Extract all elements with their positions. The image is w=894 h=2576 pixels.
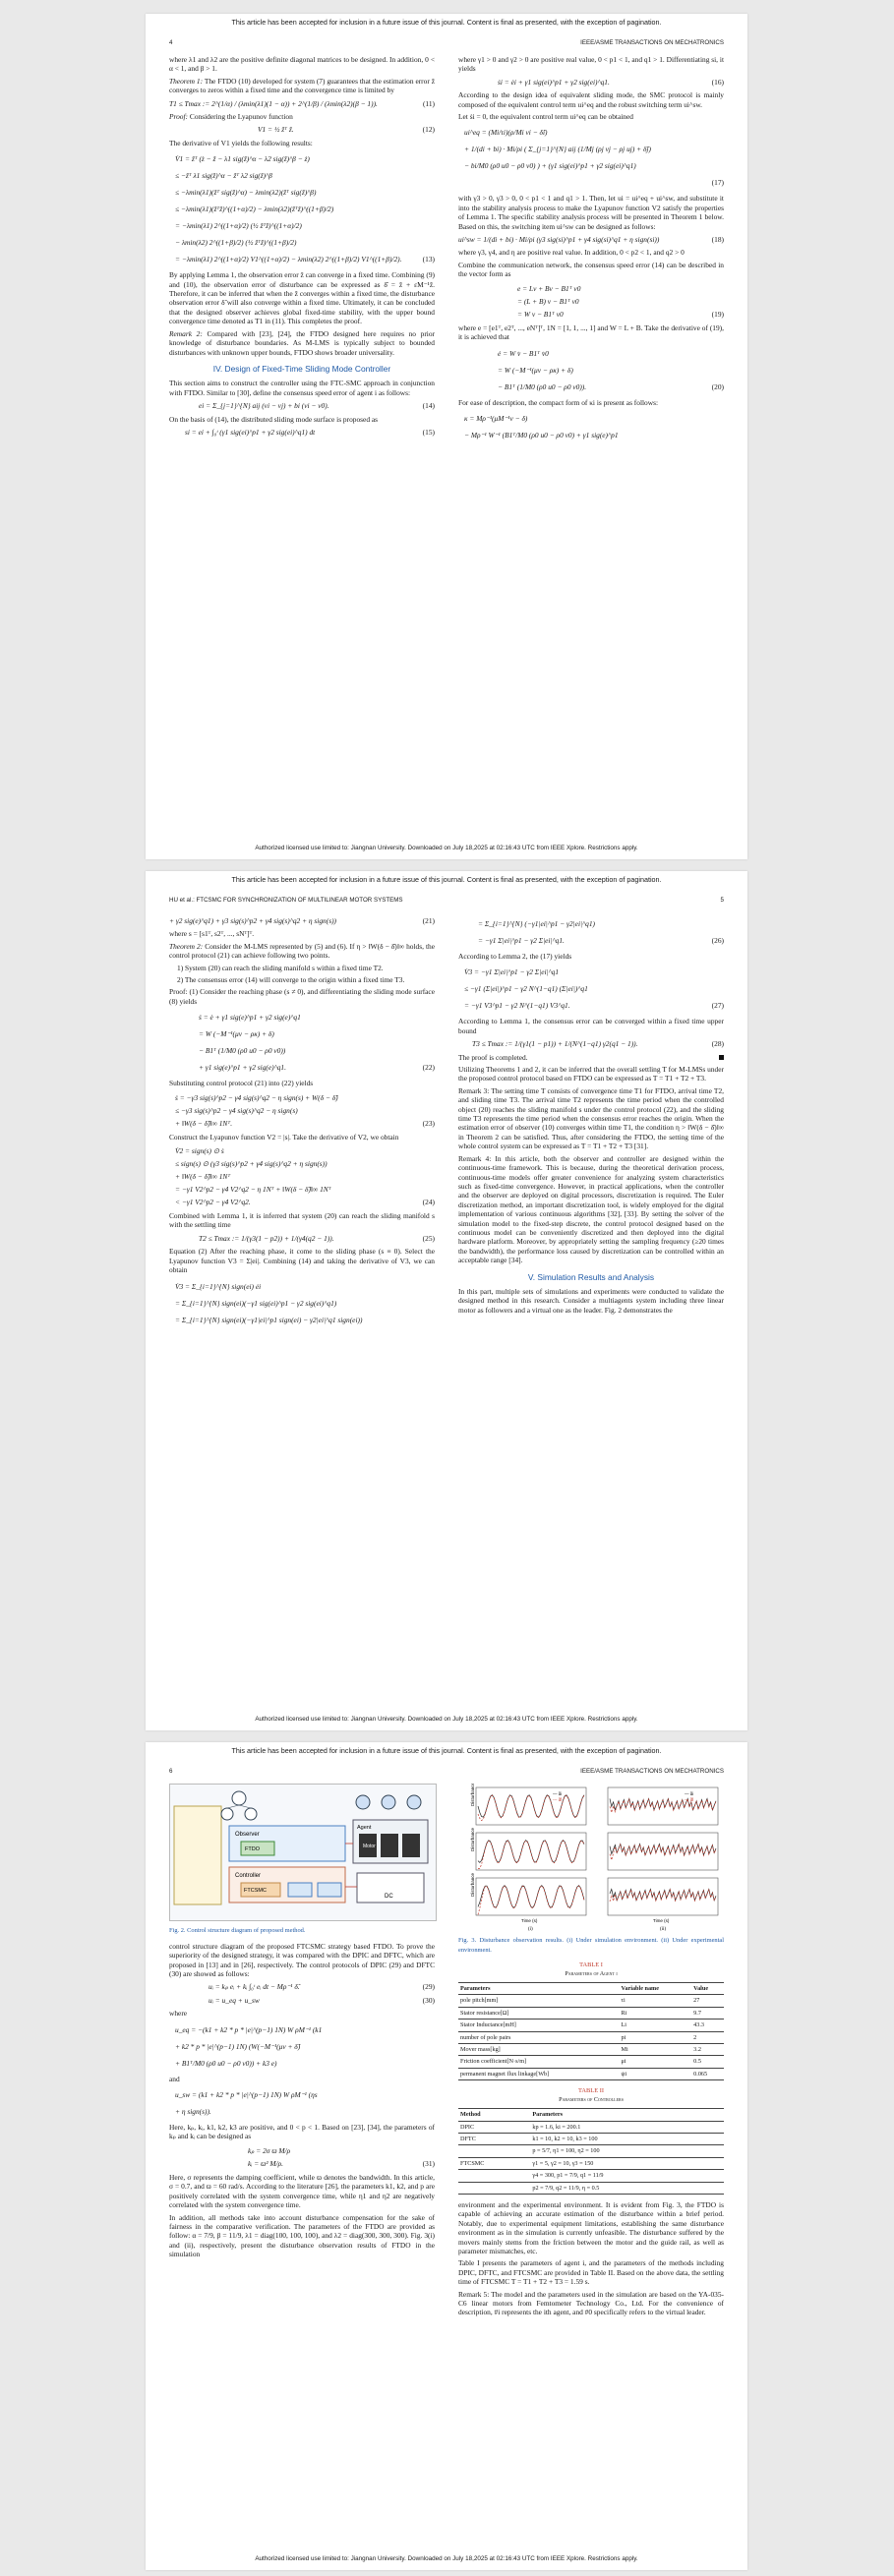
equation-number: (30) xyxy=(422,1995,435,2005)
plot-axes xyxy=(608,1833,718,1870)
equation-26 xyxy=(458,915,724,949)
equation-line: e = Lv + Bv − B1ᵀ v0 xyxy=(517,283,581,293)
plot-axes xyxy=(476,1878,586,1915)
equation-line: ė = W v̇ − B1ᵀ v̇0 xyxy=(498,348,549,358)
table-row xyxy=(458,2170,724,2182)
proof-end xyxy=(458,1053,724,1062)
table-cell: 43.3 xyxy=(691,2020,724,2031)
right-column xyxy=(458,912,724,1317)
equation-line: ≤ −γ1 (Σ|ei|)^p1 − γ2 N^(1−q1) (Σ|ei|)^q1 xyxy=(464,984,588,994)
equation-number: (26) xyxy=(711,936,724,945)
table-cell: permanent magnet flux linkage[Wb] xyxy=(458,2068,620,2079)
running-header xyxy=(169,39,724,46)
paragraph: In this part, multiple sets of simulations and experiments were conducted to validate the designed method in this research. Consider a multiagents system including three linear motor as followers and a virtual one as the leader. Fig. 2 demonstrates the xyxy=(458,1286,724,1315)
paragraph: control structure diagram of the proposed FTCSMC strategy based FTDO. To prove the superiority of the designed strategy, it was compared with the DPIC and DFTC, which are proposed in [13] and in [26], respectively. The control protocols of DPIC (29) and DFTC (30) are showed as follows: xyxy=(169,1941,435,1979)
equation-line: + k2 * p * |e|^(p−1) 1N) (W(−M⁻¹(μv + δ̂) xyxy=(175,2041,301,2051)
theorem-text: The FTDO (10) developed for system (7) guarantees that the estimation error ẑ converges to zeros within a fixed time and the convergence time is limited by xyxy=(169,76,435,95)
table-row xyxy=(458,2044,724,2056)
table-cell: 3.2 xyxy=(691,2044,724,2056)
equation-number: (28) xyxy=(711,1039,724,1049)
equation-line: = W v − B1ᵀ v0 xyxy=(517,309,564,319)
equation-number: (29) xyxy=(422,1982,435,1992)
paragraph: and xyxy=(169,2074,180,2083)
license-footer: Authorized licensed use limited to: Jiangnan University. Downloaded on July 18,2025 at 02:16:43 UTC from IEEE Xplore. Restrictions apply. xyxy=(255,1716,638,1723)
table-cell: Mi xyxy=(620,2044,692,2056)
table-cell: k1 = 10, k2 = 10, k3 = 100 xyxy=(530,2133,724,2144)
disturbance-plots xyxy=(458,1784,724,1931)
table-cell: number of pole pairs xyxy=(458,2031,620,2043)
equation-line: V̇3 = Σ_{i=1}^{N} sign(ei) ėi xyxy=(175,1281,262,1291)
equation-line: kᵢ = ϖ² M/ρ. xyxy=(248,2158,284,2168)
equation-number: (13) xyxy=(422,255,435,264)
equation-v3 xyxy=(169,1278,435,1328)
control-structure-diagram xyxy=(169,1784,437,1921)
table-cell: Stator resistance[Ω] xyxy=(458,2007,620,2019)
table-cell: pole pitch[mm] xyxy=(458,1995,620,2007)
equation-line: = W (−M⁻¹(μv − ρκ) + δ) xyxy=(498,365,573,375)
equation-23 xyxy=(169,1091,435,1130)
equation-line: V̇1 = ẑᵀ (ż − ẑ − λ1 sig(ẑ)^α − λ2 sig(ẑ)^β − ż) xyxy=(175,154,310,164)
equation-line: = −λmin(λ1) 2^((1+α)/2) V1^((1+α)/2) − λmin(λ2) 2^((1+β)/2) V1^((1+β)/2). xyxy=(175,255,402,264)
left-column xyxy=(169,912,435,1331)
equation-line: u_sw = (k1 + k2 * p * |e|^(p−1) 1N) W ρM⁻¹ (ηs xyxy=(175,2090,318,2100)
equation-line: ≤ −ẑᵀ λ1 sig(ẑ)^α − ẑᵀ λ2 sig(ẑ)^β xyxy=(175,171,272,181)
left-column xyxy=(169,55,435,440)
equation-line: = −λmin(λ1) 2^((1+α)/2) (½ ẑᵀẑ)^((1+α)/2) xyxy=(175,221,302,231)
table-cell xyxy=(458,2170,530,2182)
proof-start xyxy=(169,112,435,121)
process-block xyxy=(288,1883,312,1897)
equation-number: (31) xyxy=(422,2158,435,2168)
remark-5: Remark 5: The model and the parameters used in the simulation are based on the YA-035-C6 linear motors from Femtometer Technology Co., Ltd. For the convenience of description, #i represents the ith agent, and #0 specifically refers to the virtual leader. xyxy=(458,2289,724,2317)
plot-axes xyxy=(608,1787,718,1825)
table-cell: DFTC xyxy=(458,2133,530,2144)
table-cell: Mover mass[kg] xyxy=(458,2044,620,2056)
table-row xyxy=(458,1995,724,2007)
agent-label: Agent xyxy=(357,1825,372,1831)
equation-11 xyxy=(169,99,435,108)
paragraph: According to Lemma 2, the (17) yields xyxy=(458,952,572,961)
equation-body: T2 ≤ Tmax := 1/(γ3(1 − p2)) + 1/(γ4(q2 − 1)). xyxy=(199,1233,334,1243)
theorem-label: Theorem 1: xyxy=(169,76,204,86)
equation-number: (18) xyxy=(711,235,724,245)
equation-line: + 1/(di + bi) · Mi/ρi ( Σ_{j=1}^{N} aij (1/Mj (ρj vj − ρj uj) + δ̂j) xyxy=(464,145,651,154)
table-cell: FTCSMC xyxy=(458,2157,530,2169)
table2-title: Parameters of Controllers xyxy=(559,2096,624,2103)
equation-line: + ‖W(δ − δ̂)‖∞ 1Nᵀ xyxy=(175,1172,231,1182)
equation-number: (24) xyxy=(422,1198,435,1207)
motor-label: Motor xyxy=(363,1844,376,1849)
equation-number: (12) xyxy=(422,125,435,135)
equation-line: ṡ = −γ3 sig(s)^p2 − γ4 sig(s)^q2 − η sign(s) + W(δ − δ̂) xyxy=(175,1092,338,1102)
journal-name: IEEE/ASME TRANSACTIONS ON MECHATRONICS xyxy=(580,1768,724,1775)
plot-axes xyxy=(476,1787,586,1825)
equation-number: (16) xyxy=(711,77,724,87)
acceptance-banner: This article has been accepted for inclusion in a future issue of this journal. Content is final as presented, with the exception of pagination. xyxy=(231,1746,662,1755)
agent-parameters-table xyxy=(458,1982,724,2080)
y-axis-label: Disturbance xyxy=(470,1784,475,1806)
theorem-label: Theorem 2: xyxy=(169,941,204,951)
table-cell: 27 xyxy=(691,1995,724,2007)
equation-body: ui^sw = 1/(di + bi) · Mi/ρi (γ3 sig(si)^p1 + γ4 sig(si)^q1 + η sign(si)) xyxy=(458,235,660,245)
running-header xyxy=(169,897,724,904)
theorem-2 xyxy=(169,942,435,961)
equation-number: (25) xyxy=(422,1233,435,1243)
table-cell: p2 = 7/9, q2 = 11/9, η = 0.5 xyxy=(530,2182,724,2194)
equation-13 xyxy=(169,150,435,267)
section-heading: IV. Design of Fixed-Time Sliding Mode Controller xyxy=(212,363,391,374)
equation-line: = Σ_{i=1}^{N} (−γ1|ei|^p1 − γ2|ei|^q1) xyxy=(478,919,595,928)
plot-axes xyxy=(476,1833,586,1870)
table-row xyxy=(458,2157,724,2169)
equation-29 xyxy=(169,1982,435,1991)
table-row xyxy=(458,2068,724,2079)
equation-line: ≤ −λmin(λ1)(ẑᵀ sig(ẑ)^α) − λmin(λ2)(ẑᵀ sig(ẑ)^β) xyxy=(175,188,317,198)
equation-number: (27) xyxy=(711,1001,724,1011)
paragraph: For ease of description, the compact form of κi is present as follows: xyxy=(458,397,659,407)
paragraph: On the basis of (14), the distributed sliding mode surface is proposed as xyxy=(169,414,379,424)
equation-number: (17) xyxy=(711,178,724,188)
equation-body: V1 = ½ ẑᵀ ẑ. xyxy=(258,125,294,135)
column-header: Parameters xyxy=(458,1983,620,1995)
left-column xyxy=(169,1784,435,2262)
paragraph: Table I presents the parameters of agent i, and the parameters of the methods including DPIC, DFTC, and FTCSMC are provided in Table II. Based on the above data, the settling time of FTCSMC T = T1 + T2 + T3 = 1.59 s. xyxy=(458,2258,724,2287)
page-4 xyxy=(146,14,747,859)
right-column xyxy=(458,55,724,446)
equation-24 xyxy=(169,1144,435,1208)
column-header: Variable name xyxy=(620,1983,692,1995)
motor-icon xyxy=(382,1795,395,1809)
table-row xyxy=(458,2020,724,2031)
motor-photo xyxy=(381,1834,398,1857)
paragraph: where e = [e1ᵀ, e2ᵀ, ..., eNᵀ]ᵀ, 1N = [1, 1, ..., 1] and W = L + B. Take the derivative of (19), it is achieved that xyxy=(458,322,724,342)
equation-line: − λmin(λ2) 2^((1+β)/2) (½ ẑᵀẑ)^((1+β)/2) xyxy=(175,238,297,248)
paragraph: Combine the communication network, the consensus speed error (14) can be described in the vector form as xyxy=(458,260,724,279)
table-row xyxy=(458,2145,724,2157)
equation-number: (22) xyxy=(422,1063,435,1073)
paragraph: where γ1 > 0 and γ2 > 0 are positive real value, 0 < p1 < 1, and q1 > 1. Differentiating si, it yields xyxy=(458,55,724,74)
equation-number: (14) xyxy=(422,401,435,411)
paragraph: Equation (2) After the reaching phase, it come to the sliding phase (s ≡ 0). Select the Lyapunov function V3 = Σ|ei|. Combining (14) and taking the derivative of V3, we can obtain xyxy=(169,1247,435,1275)
paragraph: Here, σ represents the damping coefficient, while ϖ denotes the bandwidth. In this article, σ = 0.7, and ϖ = 60 rad/s. According to the literature [26], the parameters k1, k2, and p are positively correlated with the system convergence time, while η1 and η2 are negatively correlated with the system convergence time. xyxy=(169,2172,435,2210)
table-cell: DPIC xyxy=(458,2121,530,2133)
table-cell: kp = 1.6, ki = 200.1 xyxy=(530,2121,724,2133)
remark-3: Remark 3: The setting time T consists of convergence time T1 for FTDO, arrival time T2, and sliding time T3. The arrival time T2 represents the time period when the controlled object (20) reaches the sliding manifold s under the control protocol (22), and the sliding time T3 represents the time period when the consensus error reaches the origin. When the estimation error of observer (10) converges within time T1, the condition η > ‖W(δ − δ̂)‖∞ in Theorem 2 can be satisfied. Thus, after considering the FTDO, the setting time of the whole control system can be expressed as T = T1 + T2 + T3 [31]. xyxy=(458,1085,724,1151)
equation-number: (15) xyxy=(422,427,435,437)
equation-line: − Mρ⁻¹ W⁻¹ (B1ᵀ/M0 (ρ0 u0 − ρ0 v0) + γ1 sig(e)^p1 xyxy=(464,430,619,439)
equation-line: = −γ1 Σ|ei|^p1 − γ2 Σ|ei|^q1. xyxy=(478,936,565,945)
equation-usw xyxy=(169,2086,435,2120)
paragraph: with γ3 > 0, γ3 > 0, 0 < p1 < 1 and q1 > 1. Then, let ui = ui^eq + ui^sw, and substitute it into the stability analysis process to make the Lyapunov function V2 satisfy the properties of Lemma 1. The specific stability analysis process will be presented in Theorem 1 below. Based on this, the switching item ui^sw can be designed as follows: xyxy=(458,194,724,231)
table-row xyxy=(458,2056,724,2068)
equation-17 xyxy=(458,124,724,191)
equation-16 xyxy=(458,78,724,87)
running-header xyxy=(169,1768,724,1775)
x-axis-label: Time (s) xyxy=(653,1918,670,1923)
equation-line: = W (−M⁻¹(μv − ρκ) + δ) xyxy=(199,1029,274,1039)
table-cell: Friction coefficient[N·s/m] xyxy=(458,2056,620,2068)
paragraph: This section aims to construct the controller using the FTC-SMC approach in conjunction with FTDO. Similar to [30], define the consensus speed error of agent i as follows: xyxy=(169,379,435,397)
equation-line: = (L + B) v − B1ᵀ v0 xyxy=(517,296,579,306)
table-row xyxy=(458,2031,724,2043)
table-row xyxy=(458,2007,724,2019)
equation-20 xyxy=(458,345,724,395)
motor-icon xyxy=(356,1795,370,1809)
remark-text: Compared with [23], [24], the FTDO designed here requires no prior knowledge of disturbance boundaries. As M-LMS is typically subject to bounded disturbances with unknown upper bounds, FTDO shows broader universality. xyxy=(169,328,435,357)
equation-19 xyxy=(458,282,724,321)
page-number: 5 xyxy=(720,897,724,904)
paragraph: where γ3, γ4, and η are positive real value. In addition, 0 < p2 < 1, and q2 > 0 xyxy=(458,248,685,258)
equation-body: T3 ≤ Tmax := 1/(γ1(1 − p1)) + 1/(N^(1−q1) γ2(q1 − 1)). xyxy=(472,1039,638,1049)
motor-icon xyxy=(407,1795,421,1809)
remark-label: Remark 2: xyxy=(169,328,203,338)
paragraph: where s = [s1ᵀ, s2ᵀ, ..., sNᵀ]ᵀ. xyxy=(169,929,255,939)
equation-line: < −γ1 V2^p2 − γ4 V2^q2. xyxy=(175,1198,251,1207)
equation-line: − B1ᵀ (1/M0 (ρ0 u0 − ρ0 v0)). xyxy=(498,381,587,391)
equation-line: + γ1 sig(e)^p1 + γ2 sig(e)^q1. xyxy=(199,1063,286,1073)
leader-node-icon xyxy=(232,1791,246,1805)
equation-15 xyxy=(169,428,435,437)
x-axis-label: Time (s) xyxy=(521,1918,538,1923)
table-cell: 0.5 xyxy=(691,2056,724,2068)
table-cell: 9.7 xyxy=(691,2007,724,2019)
equation-line: V̇2 = sign(s) ⊙ ṡ xyxy=(175,1146,224,1156)
proof-complete-text: The proof is completed. xyxy=(458,1052,528,1062)
caption-text: Fig. 2. Control structure diagram of proposed method. xyxy=(169,1927,306,1935)
paragraph: By applying Lemma 1, the observation error ẑ can converge in a fixed time. Combining (9) and (10), the observation error of disturbance can be expressed as δ̂ = ẑ + εM⁻¹ẑ. Therefore, it can be inferred that when the ẑ converges within a fixed time, the disturbance observation error δ̃ will also converge within a fixed time. Ultimately, it can be concluded that the designed observer achieves global fixed-time stability, with the upper bound convergence time denoted as T1 in (11). This completes the proof. xyxy=(169,270,435,326)
agent-node-icon xyxy=(245,1808,257,1820)
equation-ueq xyxy=(169,2021,435,2072)
equation-line: + B1ᵀ/M0 (ρ0 u0 − ρ0 v0)) + k3 e) xyxy=(175,2058,277,2068)
equation-number: (21) xyxy=(422,916,435,925)
ftdo-label: FTDO xyxy=(245,1846,260,1852)
subfigure-label: (i) xyxy=(528,1927,533,1931)
agent-node-icon xyxy=(221,1808,233,1820)
equation-kappa xyxy=(458,410,724,443)
equation-25 xyxy=(169,1234,435,1243)
equation-body: + γ2 sig(e)^q1) + γ3 sig(s)^p2 + γ4 sig(s)^q2 + η sign(s)) xyxy=(169,916,337,925)
paragraph: In addition, all methods take into account disturbance compensation for the sake of fairness in the comparative verification. The parameters of the FTDO are provided as follow: α = 7/9, β = 11/9, λ1 = diag(100, 100, 100), and λ2 = diag(300, 300, 300). Fig. 3(i) and (ii), respectively, present the disturbance observation results of FTDO in the simulation xyxy=(169,2212,435,2259)
equation-number: (20) xyxy=(711,381,724,391)
equation-line: = Σ_{i=1}^{N} sign(ei)(−γ1 sig(ei)^p1 − γ2 sig(ei)^q1) xyxy=(175,1298,337,1308)
acceptance-banner: This article has been accepted for inclusion in a future issue of this journal. Content is final as presented, with the exception of pagination. xyxy=(231,18,662,27)
page-number: 4 xyxy=(169,39,173,46)
remark-2 xyxy=(169,329,435,357)
qed-square-icon xyxy=(719,1055,724,1060)
running-title: HU et al.: FTCSMC FOR SYNCHRONIZATION OF MULTILINEAR MOTOR SYSTEMS xyxy=(169,897,403,904)
paragraph: The derivative of V1 yields the following results: xyxy=(169,138,313,147)
dc-label: DC xyxy=(385,1894,393,1900)
equation-body: ṡi = ėi + γ1 sig(ei)^p1 + γ2 sig(ei)^q1. xyxy=(498,77,610,87)
equation-line: = −γ1 V2^p2 − γ4 V2^q2 − η 1Nᵀ + ‖W(δ − δ̂)‖∞ 1Nᵀ xyxy=(175,1185,331,1195)
list-item: 2) The consensus error (14) will converge to the origin within a fixed time T3. xyxy=(177,975,405,985)
equation-body: ei = Σ_{j=1}^{N} aij (vi − vj) + bi (vi − v0). xyxy=(199,401,329,411)
table-cell: pi xyxy=(620,2031,692,2043)
equation-line: u_eq = −(k1 + k2 * p * |e|^(p−1) 1N) W ρM⁻¹ (k1 xyxy=(175,2024,323,2034)
equation-number: (11) xyxy=(422,98,435,108)
legend-entry: --- δ̂i xyxy=(685,1797,694,1802)
controller-parameters-table xyxy=(458,2108,724,2195)
section-heading: V. Simulation Results and Analysis xyxy=(527,1271,655,1282)
page-number: 6 xyxy=(169,1768,173,1775)
equation-body: uᵢ = u_eq + u_sw xyxy=(209,1995,260,2005)
equation-line: κ = Mρ⁻¹(μM⁻¹v − δ) xyxy=(464,413,528,423)
legend-entry: --- δ̂i xyxy=(553,1797,563,1802)
equation-line: ṡ = ė + γ1 sig(e)^p1 + γ2 sig(e)^q1 xyxy=(199,1013,301,1023)
remark-4: Remark 4: In this article, both the observer and controller are designed within the continuous-time framework. This is because, during the theoretical derivation process, continuous-time models offer greater convenience for analyzing system characteristics such as fixed-time convergence. However, in practical applications, when the controller and the observer are deployed on digital processors, discretization is required. The Euler discretization method, an important discretization tool, is widely employed for the digital implementation of various continuous algorithms [32], [33]. By setting the solver of the simulation model to the fixed-step discrete, the control protocol designed based on the continuous model can be conveniently discretized and then deployed into the digital hardware platform. Moreover, by appropriately setting the sampling frequency (≥20 times the bandwidth), the performance loss caused by discretization can be controlled within an acceptable range [34]. xyxy=(458,1153,724,1265)
caption-text: Fig. 3. Disturbance observation results. (i) Under simulation environment. (ii) Under experimental environment. xyxy=(458,1937,724,1954)
table-cell: 0.065 xyxy=(691,2068,724,2079)
acceptance-banner: This article has been accepted for inclusion in a future issue of this journal. Content is final as presented, with the exception of pagination. xyxy=(231,875,662,884)
table-header-row xyxy=(458,1983,724,1995)
equation-12 xyxy=(169,125,435,134)
equation-21 xyxy=(169,916,435,925)
paragraph: Utilizing Theorems 1 and 2, it can be inferred that the overall settling T for M-LMSs under the proposed control protocol based on FTDO can be expressed as T = T1 + T2 + T3. xyxy=(458,1065,724,1083)
table1-title: Parameters of Agent i xyxy=(565,1970,618,1977)
paragraph: Construct the Lyapunov function V2 = |s|. Take the derivative of V2, we obtain xyxy=(169,1132,399,1142)
equation-line: ≤ sign(s) ⊙ (γ3 sig(s)^p2 + γ4 sig(s)^q2 + η sign(s)) xyxy=(175,1159,328,1169)
equation-line: − bi/M0 (ρ0 u0 − ρ0 v0) ) + (γ1 sig(ei)^p1 + γ2 sig(ei)^q1) xyxy=(464,161,636,171)
equation-number: (19) xyxy=(711,309,724,319)
motor-photo xyxy=(402,1834,420,1857)
process-block xyxy=(318,1883,341,1897)
table-cell: τi xyxy=(620,1995,692,2007)
equation-line: ≤ −γ3 sig(s)^p2 − γ4 sig(s)^q2 − η sign(s) xyxy=(175,1105,298,1115)
table-cell xyxy=(458,2182,530,2194)
ftcsmc-label: FTCSMC xyxy=(244,1888,267,1894)
right-column xyxy=(458,1784,724,2320)
paragraph: Let ṡi = 0, the equivalent control term ui^eq can be obtained xyxy=(458,112,633,122)
equation-number: (23) xyxy=(422,1118,435,1128)
page-5 xyxy=(146,871,747,1730)
paragraph: where λ1 and λ2 are the positive definite diagonal matrices to be designed. In addition, 0 < α < 1, and β > 1. xyxy=(169,55,435,74)
network-block xyxy=(174,1806,221,1904)
license-footer: Authorized licensed use limited to: Jiangnan University. Downloaded on July 18,2025 at 02:16:43 UTC from IEEE Xplore. Restrictions apply. xyxy=(255,2555,638,2562)
equation-line: kₚ = 2σ ϖ M/ρ xyxy=(248,2145,291,2155)
table-cell: Ri xyxy=(620,2007,692,2019)
table-header-row xyxy=(458,2109,724,2121)
table-cell: 2 xyxy=(691,2031,724,2043)
controller-label: Controller xyxy=(235,1873,262,1879)
table-cell xyxy=(458,2145,530,2157)
fig2-caption xyxy=(169,1926,435,1935)
equation-line: V̇3 = −γ1 Σ|ei|^p1 − γ2 Σ|ei|^q1 xyxy=(464,967,560,977)
equation-line: ui^eq = (Mi/τi)(ρ/Mi vi − δ̂i) xyxy=(464,128,548,138)
table-row xyxy=(458,2121,724,2133)
table-row xyxy=(458,2182,724,2194)
equation-31 xyxy=(169,2144,435,2170)
paragraph: where xyxy=(169,2009,188,2019)
observer-label: Observer xyxy=(235,1832,260,1838)
paragraph: Combined with Lemma 1, it is inferred that system (20) can reach the sliding manifold s with the settling time xyxy=(169,1211,435,1230)
equation-22 xyxy=(169,1009,435,1076)
column-header: Method xyxy=(458,2109,530,2121)
table-cell: γ4 = 300, p1 = 7/9, q1 = 11/9 xyxy=(530,2170,724,2182)
equation-line: ≤ −λmin(λ1)(ẑᵀẑ)^((1+α)/2) − λmin(λ2)(ẑᵀẑ)^((1+β)/2) xyxy=(175,205,334,214)
table-cell: Li xyxy=(620,2020,692,2031)
table2-label: TABLE II xyxy=(578,2087,604,2095)
equation-line: + ‖W(δ − δ̂)‖∞ 1Nᵀ. xyxy=(175,1118,233,1128)
table-cell: μi xyxy=(620,2056,692,2068)
table-cell: p = 5/7, η1 = 100, η2 = 100 xyxy=(530,2145,724,2157)
paragraph: Substituting control protocol (21) into (22) yields xyxy=(169,1079,314,1088)
column-header: Parameters xyxy=(530,2109,724,2121)
y-axis-label: Disturbance xyxy=(470,1827,475,1851)
subfigure-label: (ii) xyxy=(660,1927,667,1931)
table-cell: Stator Inductance[mH] xyxy=(458,2020,620,2031)
equation-28 xyxy=(458,1039,724,1048)
equation-body: uᵢ = kₚ eᵢ + kᵢ ∫₀ᵗ eᵢ dt − Mρ⁻¹ δ̂. xyxy=(209,1982,300,1992)
theorem-text: Consider the M-LMS represented by (5) and (6). If η > ‖W(δ − δ̂)‖∞ holds, the control protocol (21) can achieve following two points. xyxy=(169,941,435,961)
proof-label: Proof: xyxy=(169,112,189,122)
page-6 xyxy=(146,1742,747,2570)
equation-line: = −γ1 V3^p1 − γ2 N^(1−q1) V3^q1. xyxy=(464,1001,570,1011)
equation-body: si = ei + ∫₀ᵗ (γ1 sig(ei)^p1 + γ2 sig(ei)^q1) dt xyxy=(185,427,316,437)
paragraph: According to the design idea of equivalent sliding mode, the SMC protocol is mainly composed of the equivalent control term ui^eq and the robust switching term ui^sw. xyxy=(458,90,724,109)
equation-30 xyxy=(169,1996,435,2005)
theorem-1 xyxy=(169,77,435,95)
equation-18 xyxy=(458,235,724,244)
paragraph: Proof: (1) Consider the reaching phase (s ≠ 0), and differentiating the sliding mode surface (8) yields xyxy=(169,987,435,1006)
equation-27 xyxy=(458,964,724,1014)
legend-entry: — δi xyxy=(685,1791,694,1796)
fig3-caption xyxy=(458,1936,724,1955)
equation-line: = Σ_{i=1}^{N} sign(ei)(−γ1|ei|^p1 sign(ei) − γ2|ei|^q1 sign(ei)) xyxy=(175,1315,363,1324)
equation-line: − B1ᵀ (1/M0 (ρ0 u0 − ρ0 v0)) xyxy=(199,1046,286,1056)
equation-14 xyxy=(169,401,435,410)
table-cell: γ1 = 5, γ2 = 10, γ3 = 150 xyxy=(530,2157,724,2169)
license-footer: Authorized licensed use limited to: Jiangnan University. Downloaded on July 18,2025 at 02:16:43 UTC from IEEE Xplore. Restrictions apply. xyxy=(255,845,638,851)
paragraph: environment and the experimental environment. It is evident from Fig. 3, the FTDO is capable of achieving an accurate estimation of the disturbance within a brief period. Notably, due to experimental equipment limitations, establishing the same disturbance environment as in the simulation is currently unfeasible. The disturbance suffered by the movers mainly stems from the friction between the motor and the guide rail, as well as parameter mismatches, etc. xyxy=(458,2199,724,2255)
paragraph: According to Lemma 1, the consensus error can be converged within a fixed time upper bound xyxy=(458,1017,724,1035)
journal-name: IEEE/ASME TRANSACTIONS ON MECHATRONICS xyxy=(580,39,724,46)
table1-label: TABLE I xyxy=(579,1961,603,1969)
equation-line: + η sign(s)). xyxy=(175,2107,211,2117)
y-axis-label: Disturbance xyxy=(470,1872,475,1897)
list-item: 1) System (20) can reach the sliding manifold s within a fixed time T2. xyxy=(177,963,384,972)
paragraph: Here, kₚ, kᵢ, k1, k2, k3 are positive, and 0 < p < 1. Based on [23], [34], the parameters of kₚ and kᵢ can be designed as xyxy=(169,2123,435,2141)
table-row xyxy=(458,2133,724,2144)
proof-text: Considering the Lyapunov function xyxy=(189,112,293,122)
table-cell: ψi xyxy=(620,2068,692,2079)
column-header: Value xyxy=(691,1983,724,1995)
legend-entry: — δi xyxy=(553,1791,563,1796)
equation-body: T1 ≤ Tmax := 2^(1/α) / (λmin(λ1)(1 − α)) + 2^(1/β) / (λmin(λ2)(β − 1)). xyxy=(169,98,378,108)
